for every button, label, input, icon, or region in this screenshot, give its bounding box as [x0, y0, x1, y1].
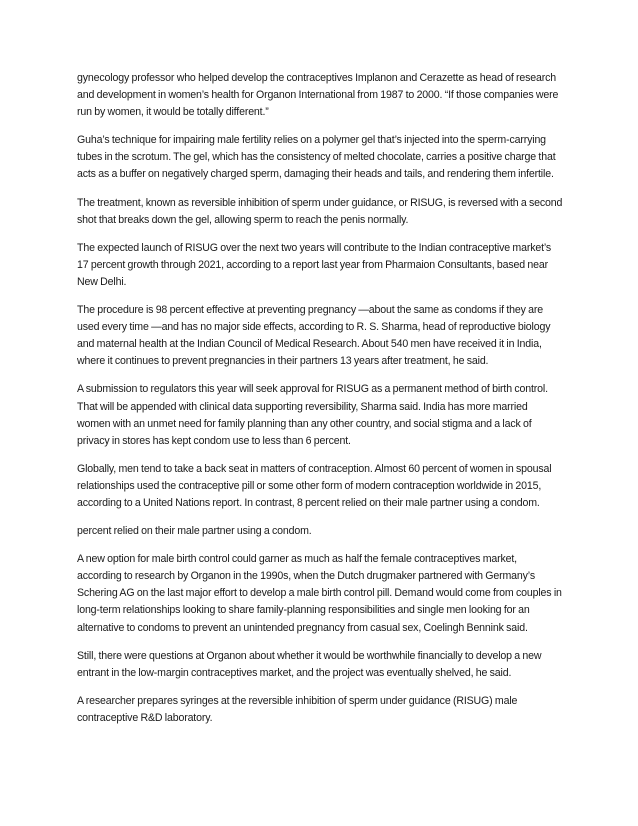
paragraph-1: gynecology professor who helped develop the contraceptives Implanon and Cerazette as head of research and development in women’s health for Organon International from 1987 to 2000. “If those companies were run by women, it would be totally different.”: [77, 72, 559, 119]
article-body: [77, 70, 563, 738]
paragraph-8: percent relied on their male partner using a condom.: [77, 525, 312, 538]
paragraph-5: The procedure is 98 percent effective at preventing pregnancy —about the same as condoms if they are used every time —and has no major side effects, according to R. S. Sharma, head of reproductive biology and maternal health at the Indian Council of Medical Research. About 540 men have received it in India, where it continues to prevent pregnancies in their partners 13 years after treatment, he said.: [77, 304, 551, 368]
paragraph-4: The expected launch of RISUG over the next two years will contribute to the Indian contraceptive market’s 17 percent growth through 2021, according to a report last year from Pharmaion Consultants, based near New Delhi.: [77, 241, 552, 288]
paragraph-9: A new option for male birth control could garner as much as half the female contraceptives market, according to research by Organon in the 1990s, when the Dutch drugmaker partnered with Germany’s Schering AG on the last major effort to develop a male birth control pill. Demand would come from couples in long-term relationships looking to share family-planning responsibilities and single men looking for an alternative to condoms to prevent an unintended pregnancy from casual sex, Coelingh Bennink said.: [77, 553, 562, 634]
paragraph-2: Guha’s technique for impairing male fertility relies on a polymer gel that’s injected into the sperm-carrying tubes in the scrotum. The gel, which has the consistency of melted chocolate, carries a positive charge that acts as a buffer on negatively charged sperm, damaging their heads and tails, and rendering them infertile.: [77, 134, 556, 181]
paragraph-3: The treatment, known as reversible inhibition of sperm under guidance, or RISUG, is reversed with a second shot that breaks down the gel, allowing sperm to reach the penis normally.: [77, 196, 563, 226]
paragraph-11: A researcher prepares syringes at the reversible inhibition of sperm under guidance (RISUG) male contraceptive R&D laboratory.: [77, 694, 518, 724]
paragraph-7: Globally, men tend to take a back seat in matters of contraception. Almost 60 percent of women in spousal relationships used the contraceptive pill or some other form of modern contraception worldwide in 2015, according to a United Nations report. In contrast, 8 percent relied on their male partner using a condom.: [77, 462, 552, 509]
paragraph-6: A submission to regulators this year will seek approval for RISUG as a permanent method of birth control. That will be appended with clinical data supporting reversibility, Sharma said. India has more married women with an unmet need for family planning than any other country, and social stigma and a lack of privacy in stores has kept condom use to less than 6 percent.: [77, 383, 548, 447]
paragraph-10: Still, there were questions at Organon about whether it would be worthwhile financially to develop a new entrant in the low-margin contraceptives market, and the project was eventually shelved, he said.: [77, 649, 542, 679]
